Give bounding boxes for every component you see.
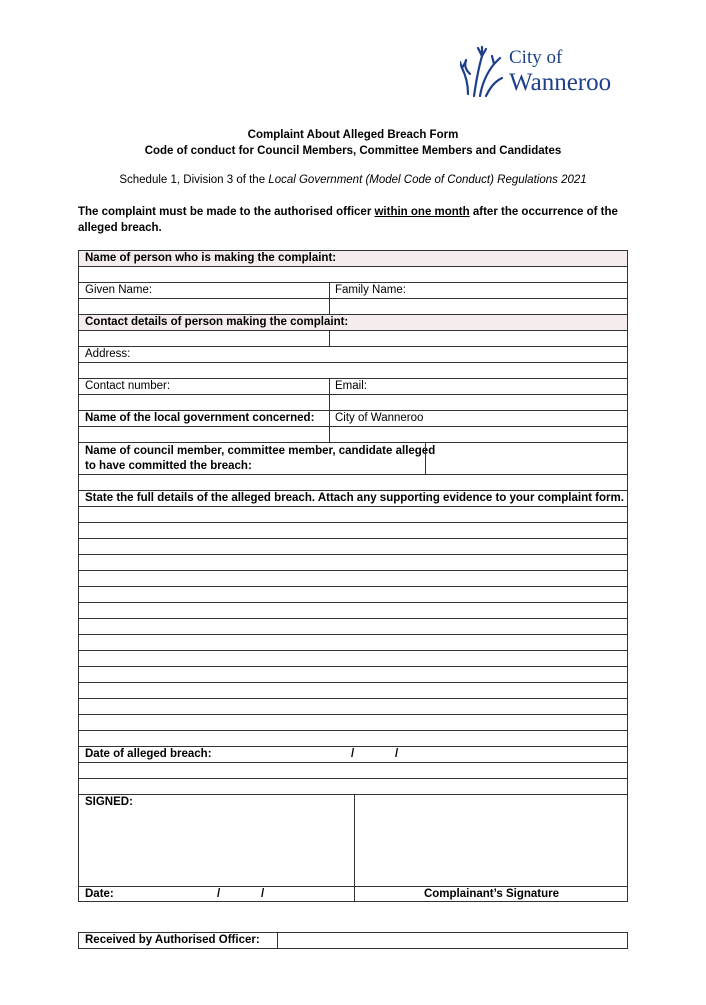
name-blank-row	[78, 298, 628, 314]
schedule-reference	[0, 174, 706, 186]
divider	[329, 427, 330, 442]
given-name-field[interactable]: Given Name:	[85, 284, 153, 296]
member-label	[79, 443, 436, 474]
divider	[329, 395, 330, 410]
address-row	[78, 346, 628, 362]
complainant-heading: Name of person who is making the complaint:	[85, 252, 337, 264]
member-label-line1: Name of council member, committee member, candidate alleged	[85, 445, 436, 457]
details-line[interactable]	[78, 522, 628, 538]
notice-part1: The complaint must be made to the authorised officer	[78, 206, 375, 218]
submission-notice	[78, 204, 638, 236]
regulation-name: Local Government (Model Code of Conduct) Regulations 2021	[268, 174, 587, 186]
member-label-line2: to have committed the breach:	[85, 460, 252, 472]
date-separator: /	[217, 888, 221, 900]
complaint-form	[78, 250, 628, 902]
local-gov-label: Name of the local government concerned:	[85, 412, 315, 424]
name-row	[78, 282, 628, 298]
details-line[interactable]	[78, 554, 628, 570]
address-blank-row	[78, 362, 628, 378]
form-title: Complaint About Alleged Breach Form	[247, 129, 459, 141]
date-separator: /	[261, 888, 265, 900]
kangaroo-paw-flower-icon	[460, 47, 502, 96]
local-gov-value: City of Wanneroo	[335, 412, 424, 424]
address-field[interactable]: Address:	[85, 348, 131, 360]
logo-line1: City of	[509, 47, 563, 68]
local-gov-blank-row	[78, 426, 628, 442]
email-field[interactable]: Email:	[335, 380, 367, 392]
contact-blank-row	[78, 330, 628, 346]
details-line[interactable]	[78, 650, 628, 666]
member-row	[78, 442, 628, 474]
details-line[interactable]	[78, 666, 628, 682]
divider	[329, 331, 330, 346]
details-line[interactable]	[78, 570, 628, 586]
details-line[interactable]	[78, 538, 628, 554]
contact-number-field[interactable]: Contact number:	[85, 380, 171, 392]
member-name-field[interactable]	[425, 443, 629, 474]
officer-field[interactable]	[277, 933, 627, 948]
details-line[interactable]	[78, 618, 628, 634]
contact-number-blank-row	[78, 394, 628, 410]
details-line[interactable]	[78, 730, 628, 746]
received-by-row	[78, 932, 628, 949]
date-label: Date:	[85, 888, 114, 900]
complainant-heading-row	[78, 250, 628, 266]
signature-label: Complainant’s Signature	[423, 888, 560, 900]
divider	[329, 299, 330, 314]
notice-deadline: within one month	[374, 206, 470, 218]
logo-line2: Wanneroo	[509, 69, 612, 96]
contact-heading-row	[78, 314, 628, 330]
details-line[interactable]	[78, 682, 628, 698]
details-heading: State the full details of the alleged breach. Attach any supporting evidence to your complaint form.	[85, 492, 624, 504]
local-gov-row	[78, 410, 628, 426]
notice-part2: after the occurrence of the alleged breach.	[78, 206, 618, 234]
contact-number-row	[78, 378, 628, 394]
family-name-field[interactable]: Family Name:	[335, 284, 406, 296]
signature-field[interactable]	[354, 795, 629, 887]
form-subtitle: Code of conduct for Council Members, Committee Members and Candidates	[144, 145, 562, 157]
date-separator: /	[351, 748, 355, 760]
signature-block	[78, 794, 628, 886]
signed-label: SIGNED:	[85, 796, 133, 808]
schedule-prefix: Schedule 1, Division 3 of the	[119, 174, 269, 186]
date-signature-row	[78, 886, 628, 902]
details-line[interactable]	[78, 602, 628, 618]
received-label: Received by Authorised Officer:	[85, 934, 260, 946]
blank-row	[78, 266, 628, 282]
details-line[interactable]	[78, 506, 628, 522]
contact-heading: Contact details of person making the complaint:	[85, 316, 349, 328]
breach-blank-row	[78, 762, 628, 778]
details-line[interactable]	[78, 698, 628, 714]
breach-date-label: Date of alleged breach:	[85, 748, 212, 760]
details-heading-row	[78, 490, 628, 506]
details-line[interactable]	[78, 586, 628, 602]
details-line[interactable]	[78, 714, 628, 730]
member-blank-row	[78, 474, 628, 490]
details-line[interactable]	[78, 634, 628, 650]
date-separator: /	[395, 748, 399, 760]
breach-date-row	[78, 746, 628, 762]
breach-blank-row	[78, 778, 628, 794]
